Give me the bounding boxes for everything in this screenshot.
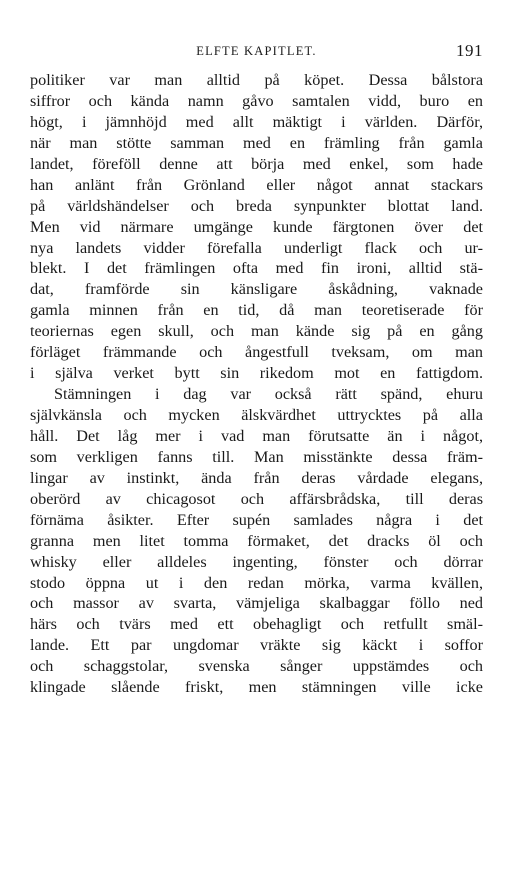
text-line: högt, i jämnhöjd med allt mäktigt i världen. Därför, — [30, 112, 483, 131]
text-line: landet, föreföll denne att börja med enkel, som hade — [30, 154, 483, 173]
text-line-paragraph-start: Stämningen i dag var också rätt spänd, ehuru — [54, 385, 483, 404]
text-line: Men vid närmare umgänge kunde färgtonen över det — [30, 217, 483, 236]
text-line: han anlänt från Grönland eller något annat stackars — [30, 175, 483, 194]
text-line: och schaggstolar, svenska sånger uppstämdes och — [30, 657, 483, 676]
text-line: som verkligen fanns till. Man misstänkte dessa främ- — [30, 447, 483, 466]
text-line: blekt. I det främlingen ofta med fin ironi, alltid stä- — [30, 259, 483, 278]
text-line: och massor av svarta, vämjeliga skalbaggar föllo ned — [30, 594, 483, 613]
text-line: siffror och kända namn gåvo samtalen vidd, buro en — [30, 91, 483, 110]
text-line: på världshändelser och breda synpunkter blottat land. — [30, 196, 483, 215]
text-line: när man stötte samman med en främling från gamla — [30, 133, 483, 152]
text-line: förläget främmande och ångestfull tveksam, om man — [30, 343, 483, 362]
text-line: klingade slående friskt, men stämningen ville icke — [30, 678, 483, 697]
text-line: teoriernas egen skull, och man kände sig på en gång — [30, 322, 483, 341]
text-line: lande. Ett par ungdomar vräkte sig käckt i soffor — [30, 636, 483, 655]
body-text — [30, 70, 483, 698]
text-line: oberörd av chicagosot och affärsbrådska, till deras — [30, 489, 483, 508]
text-line: politiker var man alltid på köpet. Dessa bålstora — [30, 71, 483, 89]
text-line: självkänsla och mycken älskvärdhet uttrycktes på alla — [30, 406, 483, 424]
text-line: stodo öppna ut i den redan mörka, varma kvällen, — [30, 573, 483, 592]
running-head: ELFTE KAPITLET. — [196, 44, 317, 58]
text-line: whisky eller alldeles ingenting, fönster och dörrar — [30, 552, 483, 571]
text-line: lingar av instinkt, ända från deras vårdade elegans, — [30, 468, 483, 487]
text-line: härs och tvärs med ett obehagligt och retfullt smäl- — [30, 615, 483, 634]
text-line: förnäma åsikter. Efter supén samlades några i det — [30, 510, 483, 529]
page-header — [30, 41, 483, 64]
text-line: nya landets vidder förefalla underligt flack och ur- — [30, 238, 483, 257]
page-number: 191 — [456, 41, 483, 60]
text-line: i själva verket bytt sin rikedom mot en fattigdom. — [30, 364, 483, 383]
text-line: dat, framförde sin känsligare åskådning, vaknade — [30, 280, 483, 299]
text-line: håll. Det låg mer i vad man förutsatte än i något, — [30, 426, 483, 445]
text-line: granna men litet tomma förmaket, det dracks öl och — [30, 531, 483, 550]
text-line: gamla minnen från en tid, då man teoretiserade för — [30, 301, 483, 320]
